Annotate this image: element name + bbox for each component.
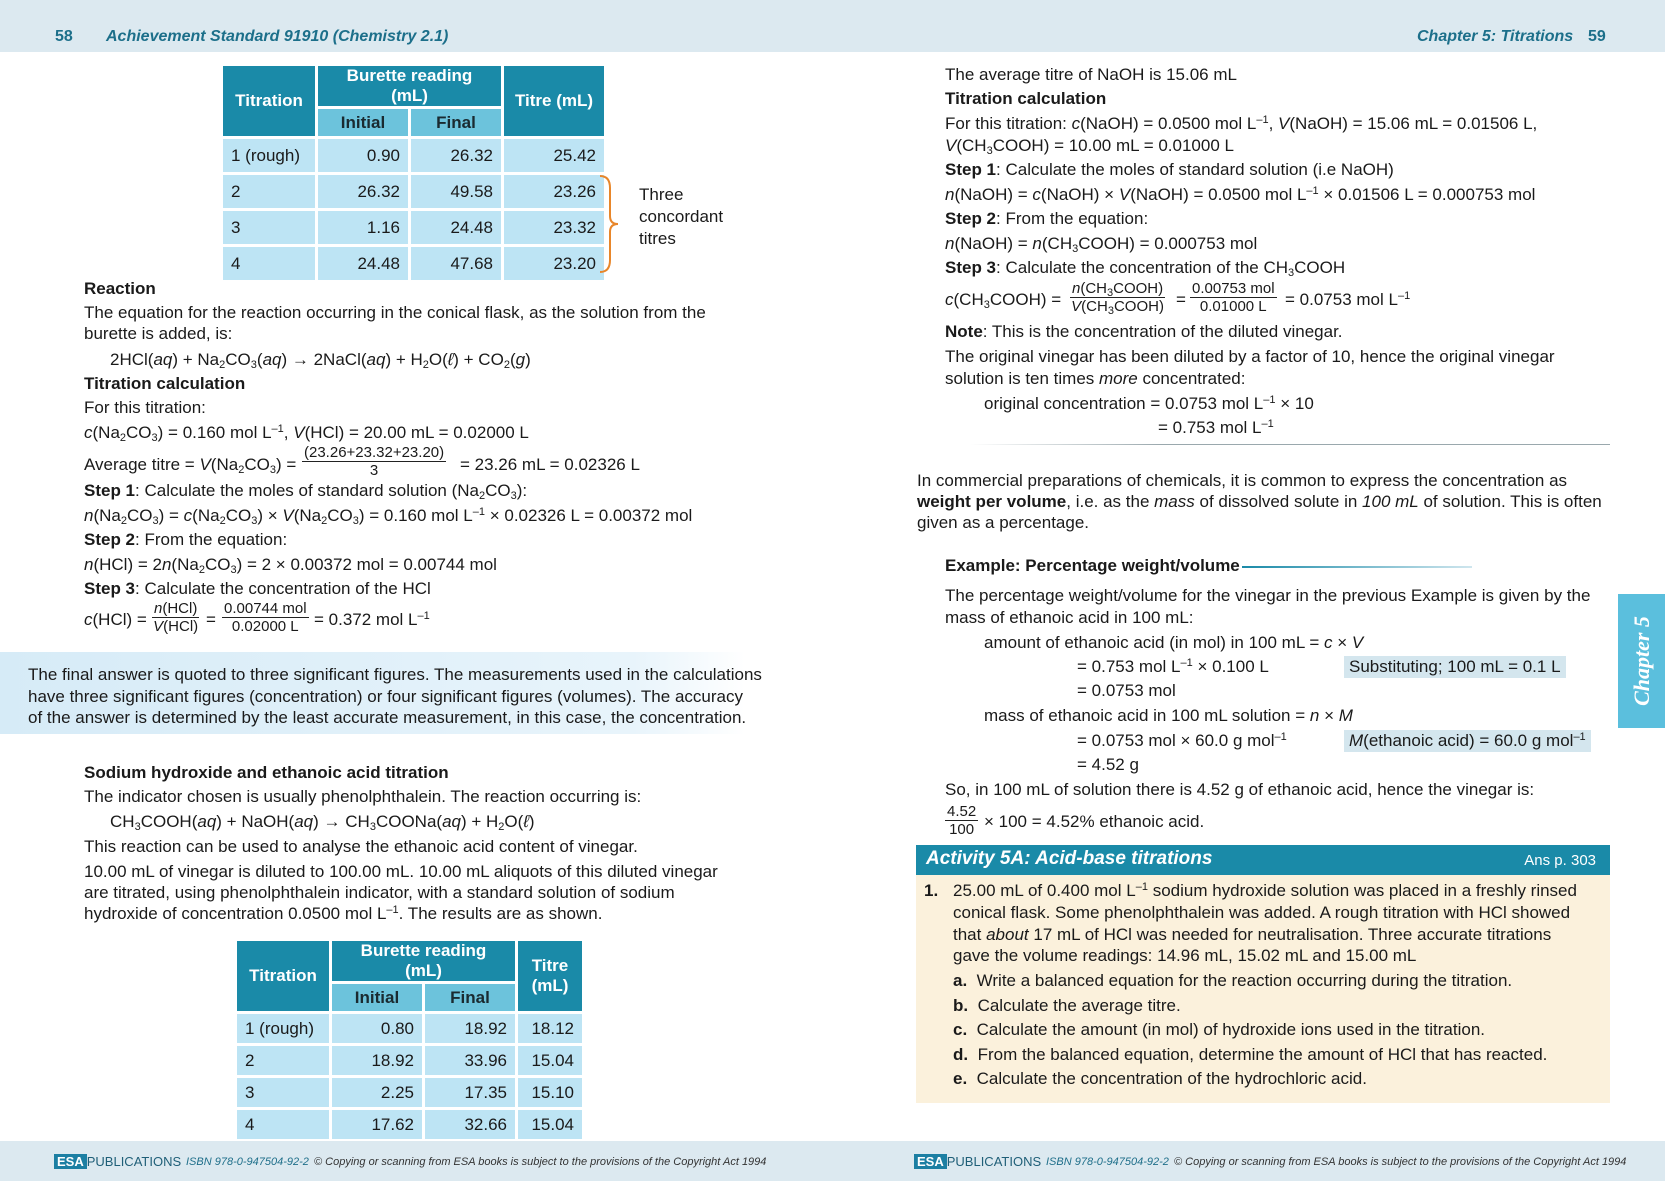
calc-line: = 0.0753 mol × 60.0 g mol$^{-1}$ bbox=[1077, 731, 1287, 750]
cell: 2 bbox=[236, 1045, 331, 1077]
fraction: 0.00744 mol 0.02000 L bbox=[224, 600, 307, 635]
body-text: The equation for the reaction occurring in the conical flask, as the solution from the bbox=[84, 303, 706, 322]
body-text: solution is ten times more concentrated: bbox=[945, 369, 1246, 388]
body-text: For this titration: bbox=[84, 398, 206, 417]
activity-title: Activity 5A: Acid-base titrations bbox=[926, 848, 1213, 869]
cell: 23.20 bbox=[503, 246, 606, 282]
fraction: $\frac{(23.26+23.32+23.20)}{3}$ bbox=[304, 444, 445, 479]
calc-line: c(HCl) = bbox=[84, 610, 147, 629]
cell: 17.35 bbox=[424, 1077, 517, 1109]
activity-answer-ref: Ans p. 303 bbox=[1524, 852, 1596, 869]
cell: 4 bbox=[222, 246, 317, 282]
col-burette: Burette reading (mL) bbox=[331, 940, 517, 983]
copyright: © Copying or scanning from ESA books is subject to the provisions of the Copyright Act 1994 bbox=[314, 1156, 767, 1168]
cell: 0.90 bbox=[317, 138, 410, 174]
fraction: $n(CH_3COOH)$ $V(CH_3COOH)$ bbox=[1071, 280, 1164, 317]
cell: 47.68 bbox=[410, 246, 503, 282]
esa-logo: ESA PUBLICATIONS bbox=[54, 1154, 181, 1169]
header-bar-right bbox=[832, 0, 1665, 52]
body-text: In commercial preparations of chemicals, it is common to express the concentration as bbox=[917, 471, 1568, 490]
cell: 26.32 bbox=[317, 174, 410, 210]
page-number-left: 58 bbox=[55, 28, 73, 45]
cell: 18.12 bbox=[517, 1013, 584, 1045]
activity-header bbox=[916, 845, 1610, 875]
col-titration: Titration bbox=[222, 65, 317, 138]
table-row bbox=[236, 1077, 584, 1109]
calc-line: = 0.753 mol $L^{-1}$ bbox=[1158, 418, 1274, 437]
header-bar-left bbox=[0, 0, 832, 52]
calc-line: $n(HCl) = 2n(Na_2CO_3) = 2 \times 0.00372$ mol = 0.00744 mol bbox=[84, 555, 497, 576]
calc-line: = 0.0753 mol bbox=[1077, 681, 1176, 700]
fraction: 0.00753 mol 0.01000 L bbox=[1192, 280, 1275, 315]
cell: 17.62 bbox=[331, 1109, 424, 1141]
calc-line: × 100 = 4.52% ethanoic acid. bbox=[984, 812, 1205, 831]
isbn: ISBN 978-0-947504-92-2 bbox=[186, 1156, 309, 1168]
question-number: 1. bbox=[924, 881, 939, 900]
cell: 33.96 bbox=[424, 1045, 517, 1077]
molar-mass-note: M(ethanoic acid) = 60.0 g mol$^{-1}$ bbox=[1344, 730, 1591, 752]
calc-line: = bbox=[206, 610, 216, 629]
body-text: given as a percentage. bbox=[917, 513, 1090, 532]
body-text: The average titre of NaOH is 15.06 mL bbox=[945, 65, 1237, 84]
esa-logo: ESA PUBLICATIONS bbox=[914, 1154, 1041, 1169]
note-text: : This is the concentration of the diluted vinegar. bbox=[982, 322, 1343, 341]
cell: 1 (rough) bbox=[222, 138, 317, 174]
body-text: are titrated, using phenolphthalein indicator, with a standard solution of sodium bbox=[84, 883, 675, 902]
col-titre: Titre (mL) bbox=[517, 940, 584, 1013]
fraction: $\frac{4.52}{100}$ bbox=[947, 803, 977, 838]
calc-line: = 0.0753 mol $L^{-1}$ bbox=[1285, 290, 1411, 309]
body-text: weight per volume, i.e. as the mass of dissolved solute in 100 mL of solution. This is often bbox=[917, 492, 1602, 511]
cell: 1 (rough) bbox=[236, 1013, 331, 1045]
equation-ethanoic: $CH_3COOH(aq)$ + NaOH(aq) → $CH_3COONa(aq)$ + $H_2O(\ell)$ bbox=[110, 812, 535, 833]
naoh-heading: Sodium hydroxide and ethanoic acid titration bbox=[84, 763, 449, 782]
table-row bbox=[222, 246, 606, 282]
concordant-bracket bbox=[598, 174, 622, 274]
note-line bbox=[945, 321, 1343, 343]
calc-line: = bbox=[1176, 290, 1186, 309]
step-label: Step 1 bbox=[945, 160, 997, 179]
cell: 26.32 bbox=[410, 138, 503, 174]
note-label: Note bbox=[945, 322, 983, 341]
chapter-side-tab: Chapter 5 bbox=[1618, 594, 1665, 728]
cell: 24.48 bbox=[410, 210, 503, 246]
step-label: Step 3 bbox=[945, 258, 997, 277]
example-rule bbox=[1242, 566, 1472, 568]
step-text: : From the equation: bbox=[135, 530, 288, 549]
body-text: 10.00 mL of vinegar is diluted to 100.00 mL. 10.00 mL aliquots of this diluted vinegar bbox=[84, 862, 718, 881]
footer-left bbox=[0, 1141, 832, 1181]
table-row bbox=[222, 174, 606, 210]
body-text: burette is added, is: bbox=[84, 324, 233, 343]
step-label: Step 3 bbox=[84, 579, 136, 598]
example-heading: Example: Percentage weight/volume bbox=[945, 556, 1240, 575]
titration-table-2 bbox=[234, 938, 585, 1142]
cell: 32.66 bbox=[424, 1109, 517, 1141]
col-titration: Titration bbox=[236, 940, 331, 1013]
cell: 23.26 bbox=[503, 174, 606, 210]
body-text: hydroxide of concentration 0.0500 mol $L^{-1}$. The results are as shown. bbox=[84, 904, 603, 923]
calc-line: = 0.753 mol $L^{-1} \times 0.100$ L bbox=[1077, 657, 1269, 676]
calc-line: Average titre = $V(Na_2CO_3)$ = bbox=[84, 455, 297, 476]
table-row bbox=[236, 1045, 584, 1077]
calc-line: original concentration = 0.0753 mol $L^{-1} \times 10$ bbox=[984, 394, 1314, 413]
table-row bbox=[222, 210, 606, 246]
cell: 15.10 bbox=[517, 1077, 584, 1109]
cell: 2.25 bbox=[331, 1077, 424, 1109]
calc-line: = 0.372 mol $L^{-1}$ bbox=[314, 610, 430, 629]
question-text: that about 17 mL of HCl was needed for neutralisation. Three accurate titrations bbox=[953, 925, 1552, 944]
body-text: mass of ethanoic acid in 100 mL: bbox=[945, 608, 1194, 627]
step-line bbox=[945, 208, 1148, 230]
footer-right bbox=[832, 1141, 1665, 1181]
calc-line: = 4.52 g bbox=[1077, 755, 1139, 774]
reaction-heading: Reaction bbox=[84, 279, 156, 298]
cell: 24.48 bbox=[317, 246, 410, 282]
cell: 2 bbox=[222, 174, 317, 210]
question-part: e. Calculate the concentration of the hydrochloric acid. bbox=[953, 1069, 1367, 1088]
question-part: d. From the balanced equation, determine the amount of HCl that has reacted. bbox=[953, 1045, 1548, 1064]
bracket-note: concordant bbox=[639, 207, 724, 226]
body-text: This reaction can be used to analyse the ethanoic acid content of vinegar. bbox=[84, 837, 638, 856]
question-part: c. Calculate the amount (in mol) of hydroxide ions used in the titration. bbox=[953, 1020, 1486, 1039]
copyright: © Copying or scanning from ESA books is subject to the provisions of the Copyright Act 1994 bbox=[1174, 1156, 1627, 1168]
note-text: The final answer is quoted to three significant figures. The measurements used in the calculations bbox=[28, 665, 762, 684]
bracket-note: titres bbox=[639, 229, 676, 248]
step-line: Step 1: Calculate the moles of standard solution (i.e NaOH) bbox=[945, 160, 1394, 179]
cell: 49.58 bbox=[410, 174, 503, 210]
cell: 18.92 bbox=[424, 1013, 517, 1045]
col-titre: Titre (mL) bbox=[503, 65, 606, 138]
question-text: 25.00 mL of 0.400 mol $L^{-1}$ sodium hydroxide solution was placed in a freshly rinsed bbox=[953, 881, 1577, 900]
col-final: Final bbox=[424, 983, 517, 1013]
step-label: Step 1 bbox=[84, 481, 136, 500]
step-line bbox=[84, 529, 287, 551]
titration-table-1 bbox=[220, 63, 607, 283]
cell: 18.92 bbox=[331, 1045, 424, 1077]
table-row bbox=[236, 1109, 584, 1141]
calc-line: mass of ethanoic acid in 100 mL solution = n × M bbox=[984, 706, 1353, 725]
body-text: The original vinegar has been diluted by a factor of 10, hence the original vinegar bbox=[945, 347, 1555, 366]
cell: 3 bbox=[236, 1077, 331, 1109]
note-text: have three significant figures (concentration) or four significant figures (volumes). The accuracy bbox=[28, 687, 743, 706]
question-part: a. Write a balanced equation for the reaction occurring during the titration. bbox=[953, 971, 1513, 990]
col-initial: Initial bbox=[317, 108, 410, 138]
col-initial: Initial bbox=[331, 983, 424, 1013]
body-text: The indicator chosen is usually phenolphthalein. The reaction occurring is: bbox=[84, 787, 642, 806]
cell: 25.42 bbox=[503, 138, 606, 174]
cell: 15.04 bbox=[517, 1109, 584, 1141]
table-row bbox=[236, 1013, 584, 1045]
col-final: Final bbox=[410, 108, 503, 138]
header-title-right: Chapter 5: Titrations bbox=[1417, 28, 1574, 45]
calc-line: n(NaOH) = $n(CH_3COOH) = 0.000753$ mol bbox=[945, 234, 1258, 255]
calc-line: amount of ethanoic acid (in mol) in 100 mL = c × V bbox=[984, 633, 1364, 652]
body-text: So, in 100 mL of solution there is 4.52 g of ethanoic acid, hence the vinegar is: bbox=[945, 780, 1535, 799]
calc-line: = 23.26 mL = 0.02326 L bbox=[460, 455, 640, 474]
fraction: n(HCl) V(HCl) bbox=[153, 600, 199, 635]
bracket-note: Three bbox=[639, 185, 684, 204]
calc-line: $c(CH_3COOH)$ = bbox=[945, 290, 1062, 311]
step-line: Step 3: Calculate the concentration of the $CH_3COOH$ bbox=[945, 258, 1346, 279]
header-title-left: Achievement Standard 91910 (Chemistry 2.1) bbox=[106, 28, 449, 45]
step-label: Step 2 bbox=[84, 530, 136, 549]
step-label: Step 2 bbox=[945, 209, 997, 228]
cell: 15.04 bbox=[517, 1045, 584, 1077]
calc-line: For this titration: c(NaOH) = 0.0500 mol $L^{-1}$, V(NaOH) = 15.06 mL = 0.01506 L, bbox=[945, 114, 1538, 133]
equation-hcl-na2co3: $2HCl(aq) + Na_2CO_3(aq)$ → 2NaCl(aq) + $H_2O(\ell) + CO_2(g)$ bbox=[110, 350, 531, 371]
cell: 0.80 bbox=[331, 1013, 424, 1045]
table-row bbox=[222, 138, 606, 174]
cell: 4 bbox=[236, 1109, 331, 1141]
question-text: conical flask. Some phenolphthalein was added. A rough titration with HCl showed bbox=[953, 903, 1571, 922]
step-line: Step 1: Calculate the moles of standard solution $(Na_2CO_3)$: bbox=[84, 481, 528, 502]
calc-line: n(NaOH) = c(NaOH) × V(NaOH) = 0.0500 mol $L^{-1} \times 0.01506$ L = 0.000753 mol bbox=[945, 185, 1536, 204]
calc-line: $V(CH_3COOH) = 10.00$ mL = 0.01000 L bbox=[945, 136, 1234, 157]
divider bbox=[970, 444, 1610, 445]
calc-heading: Titration calculation bbox=[945, 89, 1107, 108]
col-burette: Burette reading (mL) bbox=[317, 65, 503, 108]
question-text: gave the volume readings: 14.96 mL, 15.02 mL and 15.00 mL bbox=[953, 946, 1417, 965]
page-number-right: 59 bbox=[1588, 28, 1606, 45]
substitution-note: Substituting; 100 mL = 0.1 L bbox=[1344, 656, 1566, 678]
calc-line: $n(Na_2CO_3) = c(Na_2CO_3) \times V(Na_2CO_3) = 0.160$ mol $L^{-1} \times 0.02326$ L = 0.00372 mol bbox=[84, 506, 693, 527]
isbn: ISBN 978-0-947504-92-2 bbox=[1046, 1156, 1169, 1168]
step-text: : From the equation: bbox=[996, 209, 1149, 228]
note-text: of the answer is determined by the least accurate measurement, in this case, the concentration. bbox=[28, 708, 747, 727]
question-part: b. Calculate the average titre. bbox=[953, 996, 1181, 1015]
body-text: The percentage weight/volume for the vinegar in the previous Example is given by the bbox=[945, 586, 1591, 605]
cell: 23.32 bbox=[503, 210, 606, 246]
step-text: : Calculate the concentration of the HCl bbox=[135, 579, 431, 598]
calc-heading: Titration calculation bbox=[84, 374, 246, 393]
cell: 3 bbox=[222, 210, 317, 246]
cell: 1.16 bbox=[317, 210, 410, 246]
step-line bbox=[84, 578, 431, 600]
calc-line: $c(Na_2CO_3) = 0.160$ mol $L^{-1}$, V(HCl) = 20.00 mL = 0.02000 L bbox=[84, 423, 529, 444]
